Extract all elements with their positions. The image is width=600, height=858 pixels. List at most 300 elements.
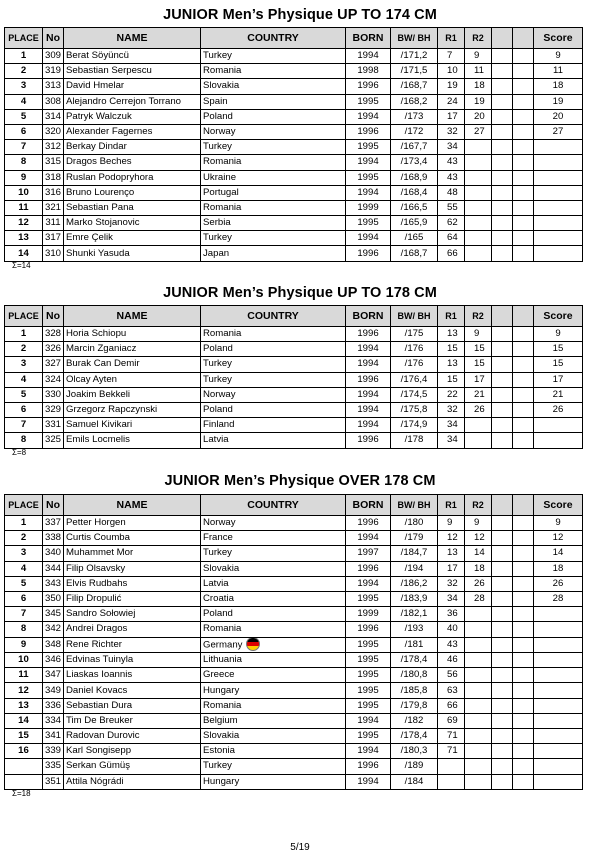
place-cell: 2 bbox=[5, 342, 43, 357]
number-cell: 321 bbox=[43, 200, 64, 215]
header-country: COUNTRY bbox=[201, 28, 346, 49]
score-cell bbox=[534, 774, 583, 789]
empty-cell bbox=[513, 155, 534, 170]
score-cell bbox=[534, 216, 583, 231]
born-cell: 1994 bbox=[346, 357, 391, 372]
number-cell: 330 bbox=[43, 387, 64, 402]
r1-cell: 7 bbox=[438, 49, 465, 64]
bw-bh-cell: /168,7 bbox=[391, 246, 438, 261]
r2-cell bbox=[465, 728, 492, 743]
empty-cell bbox=[492, 402, 513, 417]
empty-cell bbox=[492, 94, 513, 109]
place-cell: 7 bbox=[5, 418, 43, 433]
place-cell: 13 bbox=[5, 231, 43, 246]
country-cell: Hungary bbox=[201, 774, 346, 789]
country-cell: Poland bbox=[201, 109, 346, 124]
score-cell bbox=[534, 683, 583, 698]
empty-cell bbox=[492, 546, 513, 561]
table-row bbox=[5, 607, 583, 622]
empty-cell bbox=[492, 185, 513, 200]
table-row bbox=[5, 216, 583, 231]
born-cell: 1995 bbox=[346, 668, 391, 683]
r2-cell: 12 bbox=[465, 531, 492, 546]
country-cell: Turkey bbox=[201, 759, 346, 774]
score-cell bbox=[534, 246, 583, 261]
country-cell: Finland bbox=[201, 418, 346, 433]
place-cell: 3 bbox=[5, 357, 43, 372]
empty-cell bbox=[492, 140, 513, 155]
bw-bh-cell: /185,8 bbox=[391, 683, 438, 698]
name-cell: Marko Stojanovic bbox=[64, 216, 201, 231]
r1-cell: 62 bbox=[438, 216, 465, 231]
born-cell: 1996 bbox=[346, 124, 391, 139]
header-r1: R1 bbox=[438, 495, 465, 516]
born-cell: 1995 bbox=[346, 637, 391, 653]
number-cell: 314 bbox=[43, 109, 64, 124]
name-cell: Grzegorz Rapczynski bbox=[64, 402, 201, 417]
r2-cell: 15 bbox=[465, 357, 492, 372]
header-name: NAME bbox=[64, 28, 201, 49]
r2-cell: 28 bbox=[465, 591, 492, 606]
r1-cell: 66 bbox=[438, 698, 465, 713]
r2-cell bbox=[465, 246, 492, 261]
r1-cell: 63 bbox=[438, 683, 465, 698]
r1-cell: 71 bbox=[438, 728, 465, 743]
place-cell: 5 bbox=[5, 109, 43, 124]
number-cell: 341 bbox=[43, 728, 64, 743]
r2-cell: 15 bbox=[465, 342, 492, 357]
header-born: BORN bbox=[346, 495, 391, 516]
header-name: NAME bbox=[64, 306, 201, 327]
empty-cell bbox=[513, 531, 534, 546]
bw-bh-cell: /194 bbox=[391, 561, 438, 576]
country-cell: Spain bbox=[201, 94, 346, 109]
number-cell: 313 bbox=[43, 79, 64, 94]
bw-bh-cell: /174,5 bbox=[391, 387, 438, 402]
name-cell: Berkay Dindar bbox=[64, 140, 201, 155]
bw-bh-cell: /175,8 bbox=[391, 402, 438, 417]
born-cell: 1995 bbox=[346, 698, 391, 713]
country-cell: Poland bbox=[201, 607, 346, 622]
empty-cell bbox=[492, 576, 513, 591]
header-name: NAME bbox=[64, 495, 201, 516]
r1-cell: 32 bbox=[438, 124, 465, 139]
bw-bh-cell: /168,4 bbox=[391, 185, 438, 200]
score-cell bbox=[534, 231, 583, 246]
bw-bh-cell: /182,1 bbox=[391, 607, 438, 622]
empty-cell bbox=[513, 216, 534, 231]
empty-cell bbox=[492, 713, 513, 728]
born-cell: 1994 bbox=[346, 231, 391, 246]
table-row bbox=[5, 622, 583, 637]
r1-cell: 13 bbox=[438, 546, 465, 561]
number-cell: 335 bbox=[43, 759, 64, 774]
number-cell: 331 bbox=[43, 418, 64, 433]
bw-bh-cell: /183,9 bbox=[391, 591, 438, 606]
name-cell: David Hmelar bbox=[64, 79, 201, 94]
empty-cell bbox=[513, 402, 534, 417]
born-cell: 1994 bbox=[346, 155, 391, 170]
bw-bh-cell: /178,4 bbox=[391, 728, 438, 743]
empty-cell bbox=[492, 387, 513, 402]
r2-cell bbox=[465, 155, 492, 170]
table-row bbox=[5, 327, 583, 342]
r1-cell: 34 bbox=[438, 591, 465, 606]
empty-cell bbox=[513, 185, 534, 200]
r1-cell: 15 bbox=[438, 342, 465, 357]
bw-bh-cell: /175 bbox=[391, 327, 438, 342]
bw-bh-cell: /176,4 bbox=[391, 372, 438, 387]
table-row bbox=[5, 402, 583, 417]
bw-bh-cell: /168,9 bbox=[391, 170, 438, 185]
country-cell: Norway bbox=[201, 516, 346, 531]
empty-cell bbox=[513, 774, 534, 789]
r2-cell bbox=[465, 653, 492, 668]
empty-cell bbox=[513, 94, 534, 109]
born-cell: 1996 bbox=[346, 327, 391, 342]
country-cell: Romania bbox=[201, 698, 346, 713]
empty-cell bbox=[513, 713, 534, 728]
empty-cell bbox=[492, 622, 513, 637]
name-cell: Marcin Zganiacz bbox=[64, 342, 201, 357]
name-cell: Ruslan Podopryhora bbox=[64, 170, 201, 185]
place-cell: 11 bbox=[5, 200, 43, 215]
r2-cell bbox=[465, 607, 492, 622]
place-cell: 14 bbox=[5, 713, 43, 728]
bw-bh-cell: /184 bbox=[391, 774, 438, 789]
r1-cell: 17 bbox=[438, 109, 465, 124]
results-table bbox=[4, 494, 583, 790]
r1-cell: 15 bbox=[438, 372, 465, 387]
table-row bbox=[5, 49, 583, 64]
empty-cell bbox=[513, 433, 534, 448]
header-score: Score bbox=[534, 306, 583, 327]
score-cell bbox=[534, 607, 583, 622]
born-cell: 1995 bbox=[346, 728, 391, 743]
r1-cell: 43 bbox=[438, 637, 465, 653]
place-cell: 1 bbox=[5, 327, 43, 342]
bw-bh-cell: /181 bbox=[391, 637, 438, 653]
place-cell: 3 bbox=[5, 79, 43, 94]
born-cell: 1995 bbox=[346, 140, 391, 155]
name-cell: Attila Nógrádi bbox=[64, 774, 201, 789]
name-cell: Serkan Gümüş bbox=[64, 759, 201, 774]
r1-cell: 34 bbox=[438, 433, 465, 448]
country-cell: Slovakia bbox=[201, 561, 346, 576]
r2-cell: 9 bbox=[465, 49, 492, 64]
header-country: COUNTRY bbox=[201, 495, 346, 516]
empty-cell bbox=[492, 698, 513, 713]
number-cell: 320 bbox=[43, 124, 64, 139]
r1-cell: 46 bbox=[438, 653, 465, 668]
bw-bh-cell: /176 bbox=[391, 357, 438, 372]
name-cell: Sandro Sołowiej bbox=[64, 607, 201, 622]
r1-cell: 34 bbox=[438, 418, 465, 433]
table-row bbox=[5, 759, 583, 774]
country-cell bbox=[201, 637, 346, 653]
place-cell: 6 bbox=[5, 591, 43, 606]
name-cell: Sebastian Serpescu bbox=[64, 64, 201, 79]
r2-cell bbox=[465, 170, 492, 185]
header-bwbh: BW/ BH bbox=[391, 306, 438, 327]
empty-cell bbox=[513, 591, 534, 606]
empty-cell bbox=[513, 418, 534, 433]
born-cell: 1994 bbox=[346, 342, 391, 357]
score-cell bbox=[534, 744, 583, 759]
header-row bbox=[5, 28, 583, 49]
bw-bh-cell: /176 bbox=[391, 342, 438, 357]
header-empty bbox=[513, 495, 534, 516]
name-cell: Patryk Walczuk bbox=[64, 109, 201, 124]
name-cell: Muhammet Mor bbox=[64, 546, 201, 561]
r2-cell bbox=[465, 622, 492, 637]
r1-cell: 10 bbox=[438, 64, 465, 79]
country-cell: Romania bbox=[201, 622, 346, 637]
bw-bh-cell: /172 bbox=[391, 124, 438, 139]
header-born: BORN bbox=[346, 306, 391, 327]
header-score: Score bbox=[534, 495, 583, 516]
born-cell: 1996 bbox=[346, 246, 391, 261]
born-cell: 1998 bbox=[346, 64, 391, 79]
bw-bh-cell: /173,4 bbox=[391, 155, 438, 170]
empty-cell bbox=[492, 418, 513, 433]
bw-bh-cell: /180 bbox=[391, 516, 438, 531]
place-cell: 5 bbox=[5, 576, 43, 591]
country-cell: Estonia bbox=[201, 744, 346, 759]
name-cell: Alejandro Cerrejon Torrano bbox=[64, 94, 201, 109]
empty-cell bbox=[513, 342, 534, 357]
born-cell: 1994 bbox=[346, 774, 391, 789]
score-cell: 20 bbox=[534, 109, 583, 124]
header-score: Score bbox=[534, 28, 583, 49]
number-cell: 324 bbox=[43, 372, 64, 387]
table-row bbox=[5, 516, 583, 531]
r1-cell: 71 bbox=[438, 744, 465, 759]
name-cell: Karl Songisepp bbox=[64, 744, 201, 759]
born-cell: 1999 bbox=[346, 200, 391, 215]
number-cell: 318 bbox=[43, 170, 64, 185]
born-cell: 1995 bbox=[346, 216, 391, 231]
empty-cell bbox=[513, 327, 534, 342]
bw-bh-cell: /173 bbox=[391, 109, 438, 124]
number-cell: 310 bbox=[43, 246, 64, 261]
table-row bbox=[5, 433, 583, 448]
country-cell: Lithuania bbox=[201, 653, 346, 668]
place-cell: 12 bbox=[5, 216, 43, 231]
table-row bbox=[5, 698, 583, 713]
bw-bh-cell: /193 bbox=[391, 622, 438, 637]
number-cell: 343 bbox=[43, 576, 64, 591]
empty-cell bbox=[492, 109, 513, 124]
competitor-count: Σ=14 bbox=[12, 261, 31, 270]
table-row bbox=[5, 713, 583, 728]
score-cell bbox=[534, 185, 583, 200]
header-bwbh: BW/ BH bbox=[391, 495, 438, 516]
born-cell: 1995 bbox=[346, 94, 391, 109]
born-cell: 1995 bbox=[346, 170, 391, 185]
name-cell: Emre Çelik bbox=[64, 231, 201, 246]
r1-cell: 36 bbox=[438, 607, 465, 622]
r1-cell: 34 bbox=[438, 140, 465, 155]
r2-cell bbox=[465, 216, 492, 231]
table-row bbox=[5, 387, 583, 402]
name-cell: Filip Olsavsky bbox=[64, 561, 201, 576]
header-empty bbox=[492, 306, 513, 327]
empty-cell bbox=[492, 531, 513, 546]
place-cell: 6 bbox=[5, 124, 43, 139]
place-cell: 8 bbox=[5, 155, 43, 170]
bw-bh-cell: /178 bbox=[391, 433, 438, 448]
score-cell bbox=[534, 433, 583, 448]
country-cell: Turkey bbox=[201, 546, 346, 561]
score-cell: 27 bbox=[534, 124, 583, 139]
header-empty bbox=[513, 28, 534, 49]
country-cell: Poland bbox=[201, 402, 346, 417]
country-cell: Portugal bbox=[201, 185, 346, 200]
empty-cell bbox=[492, 728, 513, 743]
bw-bh-cell: /171,2 bbox=[391, 49, 438, 64]
place-cell: 2 bbox=[5, 64, 43, 79]
country-cell: Romania bbox=[201, 64, 346, 79]
name-cell: Edvinas Tuinyla bbox=[64, 653, 201, 668]
born-cell: 1999 bbox=[346, 607, 391, 622]
r1-cell: 24 bbox=[438, 94, 465, 109]
country-cell: Croatia bbox=[201, 591, 346, 606]
r2-cell: 14 bbox=[465, 546, 492, 561]
bw-bh-cell: /189 bbox=[391, 759, 438, 774]
number-cell: 336 bbox=[43, 698, 64, 713]
empty-cell bbox=[492, 246, 513, 261]
r2-cell: 9 bbox=[465, 327, 492, 342]
born-cell: 1994 bbox=[346, 531, 391, 546]
name-cell: Joakim Bekkeli bbox=[64, 387, 201, 402]
r2-cell: 21 bbox=[465, 387, 492, 402]
r2-cell bbox=[465, 637, 492, 653]
number-cell: 347 bbox=[43, 668, 64, 683]
born-cell: 1996 bbox=[346, 561, 391, 576]
born-cell: 1994 bbox=[346, 576, 391, 591]
r1-cell: 22 bbox=[438, 387, 465, 402]
table-row bbox=[5, 155, 583, 170]
score-cell bbox=[534, 637, 583, 653]
score-cell bbox=[534, 170, 583, 185]
r1-cell: 9 bbox=[438, 516, 465, 531]
name-cell: Olcay Ayten bbox=[64, 372, 201, 387]
born-cell: 1994 bbox=[346, 402, 391, 417]
score-cell bbox=[534, 653, 583, 668]
header-empty bbox=[492, 495, 513, 516]
r1-cell: 56 bbox=[438, 668, 465, 683]
name-cell: Shunki Yasuda bbox=[64, 246, 201, 261]
empty-cell bbox=[492, 607, 513, 622]
country-cell: France bbox=[201, 531, 346, 546]
table-row bbox=[5, 94, 583, 109]
table-row bbox=[5, 246, 583, 261]
born-cell: 1996 bbox=[346, 79, 391, 94]
empty-cell bbox=[513, 372, 534, 387]
r1-cell: 32 bbox=[438, 402, 465, 417]
score-cell bbox=[534, 668, 583, 683]
score-cell bbox=[534, 759, 583, 774]
header-row bbox=[5, 495, 583, 516]
table-row bbox=[5, 728, 583, 743]
header-r2: R2 bbox=[465, 495, 492, 516]
empty-cell bbox=[492, 170, 513, 185]
table-row bbox=[5, 653, 583, 668]
r1-cell: 13 bbox=[438, 327, 465, 342]
empty-cell bbox=[513, 200, 534, 215]
header-bwbh: BW/ BH bbox=[391, 28, 438, 49]
empty-cell bbox=[492, 774, 513, 789]
country-cell: Serbia bbox=[201, 216, 346, 231]
score-cell: 9 bbox=[534, 49, 583, 64]
empty-cell bbox=[513, 109, 534, 124]
score-cell bbox=[534, 713, 583, 728]
empty-cell bbox=[513, 546, 534, 561]
header-r2: R2 bbox=[465, 306, 492, 327]
table-row bbox=[5, 200, 583, 215]
score-cell bbox=[534, 140, 583, 155]
table-row bbox=[5, 561, 583, 576]
r2-cell: 9 bbox=[465, 516, 492, 531]
r1-cell: 43 bbox=[438, 170, 465, 185]
number-cell: 328 bbox=[43, 327, 64, 342]
table-row bbox=[5, 64, 583, 79]
table-row bbox=[5, 231, 583, 246]
number-cell: 325 bbox=[43, 433, 64, 448]
empty-cell bbox=[513, 49, 534, 64]
number-cell: 317 bbox=[43, 231, 64, 246]
name-cell: Bruno Lourenço bbox=[64, 185, 201, 200]
score-cell bbox=[534, 622, 583, 637]
table-row bbox=[5, 372, 583, 387]
name-cell: Horia Schiopu bbox=[64, 327, 201, 342]
empty-cell bbox=[513, 64, 534, 79]
empty-cell bbox=[513, 668, 534, 683]
score-cell: 9 bbox=[534, 327, 583, 342]
r1-cell: 64 bbox=[438, 231, 465, 246]
name-cell: Tim De Breuker bbox=[64, 713, 201, 728]
born-cell: 1996 bbox=[346, 622, 391, 637]
r1-cell: 40 bbox=[438, 622, 465, 637]
r2-cell bbox=[465, 140, 492, 155]
empty-cell bbox=[492, 433, 513, 448]
r1-cell: 43 bbox=[438, 155, 465, 170]
header-empty bbox=[492, 28, 513, 49]
r2-cell: 27 bbox=[465, 124, 492, 139]
empty-cell bbox=[513, 698, 534, 713]
empty-cell bbox=[492, 124, 513, 139]
r2-cell bbox=[465, 744, 492, 759]
r2-cell bbox=[465, 200, 492, 215]
born-cell: 1995 bbox=[346, 591, 391, 606]
empty-cell bbox=[492, 327, 513, 342]
r2-cell bbox=[465, 698, 492, 713]
empty-cell bbox=[492, 49, 513, 64]
empty-cell bbox=[492, 637, 513, 653]
r2-cell bbox=[465, 683, 492, 698]
header-no: No bbox=[43, 495, 64, 516]
table-row bbox=[5, 637, 583, 653]
name-cell: Emils Locmelis bbox=[64, 433, 201, 448]
number-cell: 312 bbox=[43, 140, 64, 155]
r1-cell bbox=[438, 774, 465, 789]
number-cell: 350 bbox=[43, 591, 64, 606]
score-cell bbox=[534, 728, 583, 743]
place-cell: 1 bbox=[5, 516, 43, 531]
table-row bbox=[5, 124, 583, 139]
score-cell: 15 bbox=[534, 342, 583, 357]
